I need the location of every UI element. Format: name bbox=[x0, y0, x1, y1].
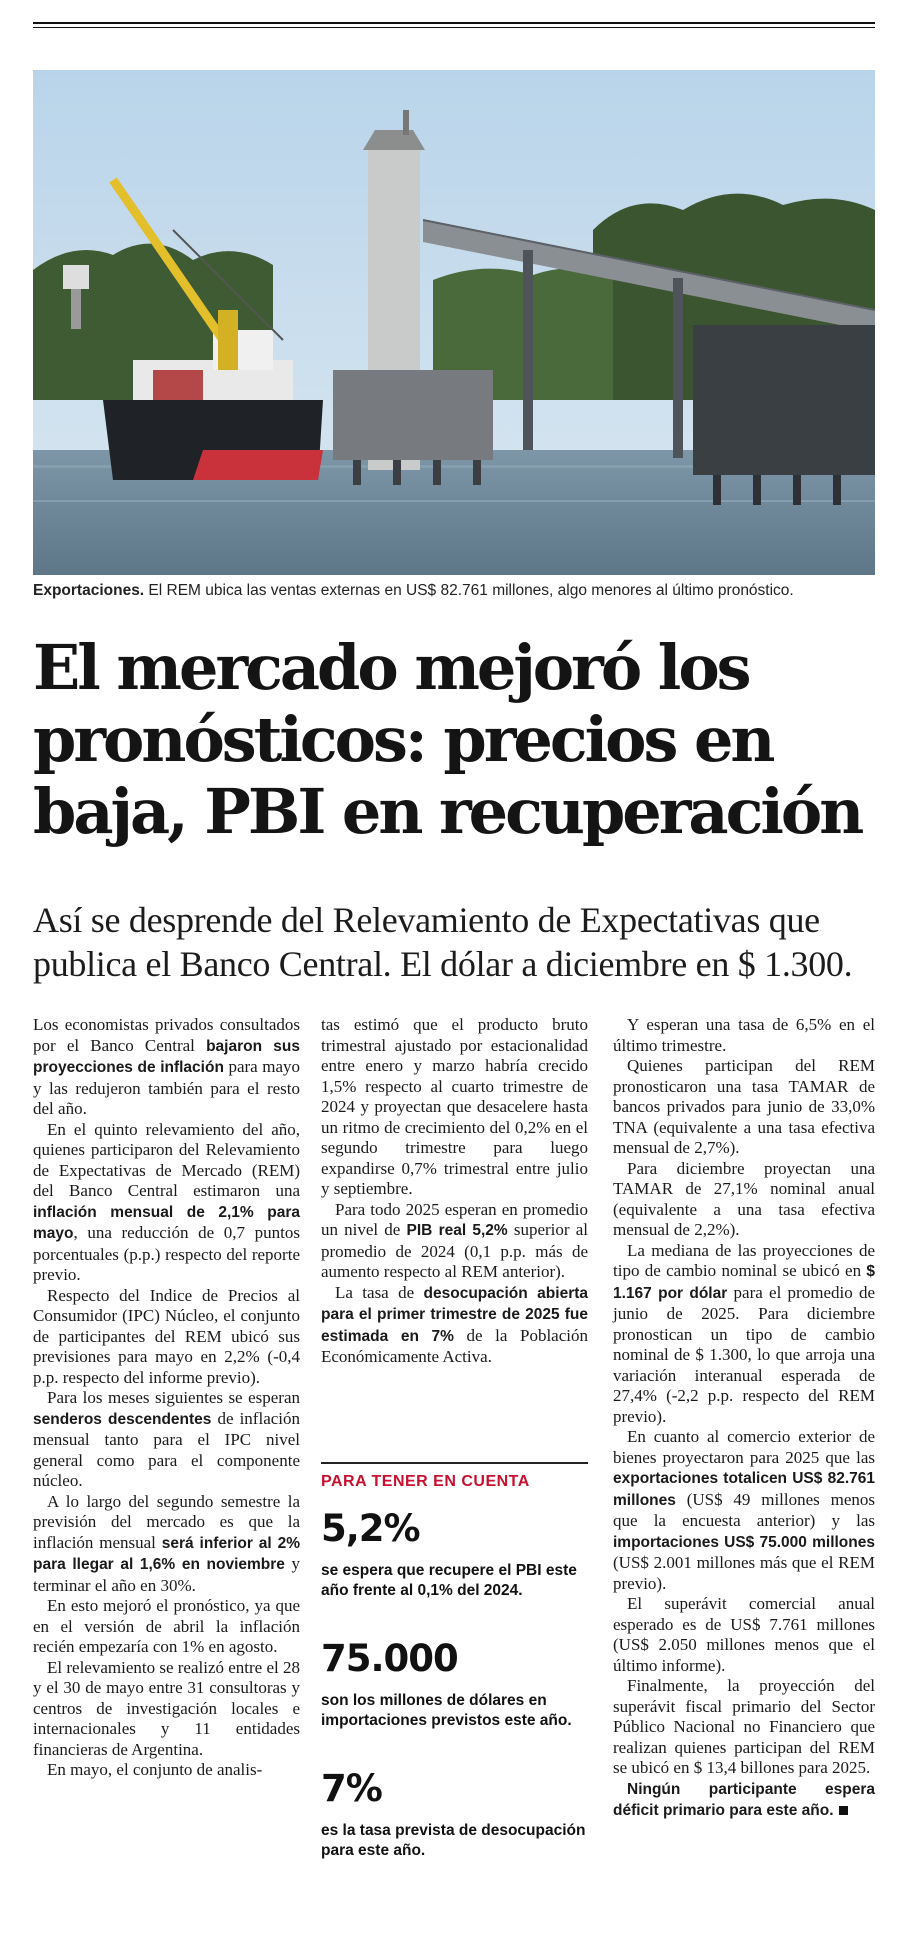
article-column-1 bbox=[33, 1015, 300, 1781]
key-fact-text: se espera que recupere el PBI este año frente al 0,1% del 2024. bbox=[321, 1562, 577, 1599]
key-fact bbox=[321, 1767, 588, 1861]
paragraph: El superávit comercial anual esperado es de US$ 7.761 millones (US$ 2.050 millones menos que el último informe). bbox=[613, 1594, 875, 1675]
end-of-article-mark bbox=[839, 1806, 848, 1815]
subheadline: Así se desprende del Relevamiento de Expectativas que publica el Banco Central. El dólar a diciembre en $ 1.300. bbox=[33, 900, 853, 984]
paragraph: La tasa de desocupación abierta para el primer trimestre de 2025 fue estimada en 7% de la Población Económicamente Activa. bbox=[321, 1282, 589, 1366]
paragraph: Y esperan una tasa de 6,5% en el último trimestre. bbox=[613, 1015, 875, 1055]
headline: El mercado mejoró los pronósticos: precios en baja, PBI en recuperación bbox=[33, 631, 862, 848]
paragraph: tas estimó que el producto bruto trimestral ajustado por estacionalidad entre enero y marzo habría crecido 1,5% respecto al cuarto trimestre de 2024 y proyectan que desacelere hasta un ritmo de crecimiento del 0,2% en el segundo trimestre para luego expandirse 0,7% trimestral entre julio y septiembre. bbox=[321, 1015, 588, 1198]
article-column-3 bbox=[613, 1015, 875, 1822]
paragraph: En mayo, el conjunto de analis- bbox=[47, 1760, 263, 1779]
box-rule bbox=[321, 1462, 588, 1464]
key-fact-value: 75.000 bbox=[321, 1637, 458, 1680]
port-grain-terminal-illustration bbox=[33, 70, 875, 575]
photo-caption bbox=[33, 580, 875, 602]
paragraph: Para diciembre proyectan una TAMAR de 27,1% nominal anual (equivalente a una tasa efectiva mensual de 2,2%). bbox=[613, 1158, 875, 1239]
caption-text: El REM ubica las ventas externas en US$ 82.761 millones, algo menores al último pronóstico. bbox=[144, 582, 794, 599]
key-fact-text: es la tasa prevista de desocupación para este año. bbox=[321, 1822, 586, 1859]
paragraph: Finalmente, la proyección del superávit fiscal primario del Sector Público Nacional no Financiero que realizan quienes participan del REM se ubicó en $ 13,4 billones para 2025. bbox=[613, 1676, 875, 1777]
paragraph: Los economistas privados consultados por el Banco Central bajaron sus proyecciones de inflación para mayo y las redujeron también para el resto del año. bbox=[33, 1015, 300, 1118]
paragraph: A lo largo del segundo semestre la previsión del mercado es que la inflación mensual será inferior al 2% para llegar al 1,6% en noviembre y terminar el año en 30%. bbox=[33, 1491, 301, 1595]
top-rule bbox=[33, 22, 875, 24]
key-facts-box bbox=[321, 1462, 588, 1861]
paragraph: En el quinto relevamiento del año, quienes participaron del Relevamiento de Expectativas de Mercado (REM) del Banco Central estimaron una inflación mensual de 2,1% para mayo, una reducción de 0,7 puntos porcentuales (p.p.) respecto del reporte previo. bbox=[33, 1119, 300, 1284]
key-fact-value: 7% bbox=[321, 1767, 382, 1810]
paragraph: El relevamiento se realizó entre el 28 y el 30 de mayo entre 31 consultoras y centros de investigación locales e internacionales y 11 entidades financieras de Argentina. bbox=[33, 1657, 300, 1759]
key-fact-value: 5,2% bbox=[321, 1507, 420, 1550]
top-rule-thin bbox=[33, 27, 875, 28]
paragraph: Para los meses siguientes se esperan senderos descendentes de inflación mensual tanto para el IPC nivel general como para el componente núcleo. bbox=[33, 1388, 301, 1490]
paragraph: Ningún participante espera déficit primario para este año. bbox=[613, 1780, 875, 1819]
box-title: PARA TENER EN CUENTA bbox=[321, 1473, 530, 1490]
paragraph: La mediana de las proyecciones de tipo de cambio nominal se ubicó en $ 1.167 por dólar para el promedio de junio de 2025. Para diciembre pronostican un tipo de cambio nominal de $ 1.300, lo que arroja una variación interanual esperada de 27,4% (-2,2 p.p. respecto del REM previo). bbox=[613, 1240, 876, 1426]
news-photo bbox=[33, 70, 875, 575]
paragraph: En cuanto al comercio exterior de bienes proyectaron para 2025 que las exportaciones totalicen US$ 82.761 millones (US$ 49 millones menos que la encuesta anterior) y las importaciones US$ 75.000 millones (US$ 2.001 millones más que el REM previo). bbox=[613, 1427, 875, 1593]
paragraph: Respecto del Indice de Precios al Consumidor (IPC) Núcleo, el conjunto de participantes del REM ubicó sus previsiones para mayo en 2,2% (-0,4 p.p. respecto del informe previo). bbox=[33, 1285, 300, 1387]
article-column-2 bbox=[321, 1015, 588, 1368]
paragraph: En esto mejoró el pronóstico, ya que en el versión de abril la inflación recién empezaría con 1% en agosto. bbox=[33, 1596, 300, 1656]
key-fact bbox=[321, 1507, 588, 1601]
key-fact bbox=[321, 1637, 588, 1731]
caption-lead: Exportaciones. bbox=[33, 582, 145, 599]
key-fact-text: son los millones de dólares en importaciones previstos este año. bbox=[321, 1692, 572, 1729]
paragraph: Quienes participan del REM pronosticaron una tasa TAMAR de bancos privados para junio de 33,0% TNA (equivalente a una tasa efectiva mensual de 2,7%). bbox=[613, 1056, 875, 1157]
paragraph: Para todo 2025 esperan en promedio un nivel de PIB real 5,2% superior al promedio de 2024 (0,1 p.p. más de aumento respecto al REM anterior). bbox=[321, 1199, 588, 1281]
